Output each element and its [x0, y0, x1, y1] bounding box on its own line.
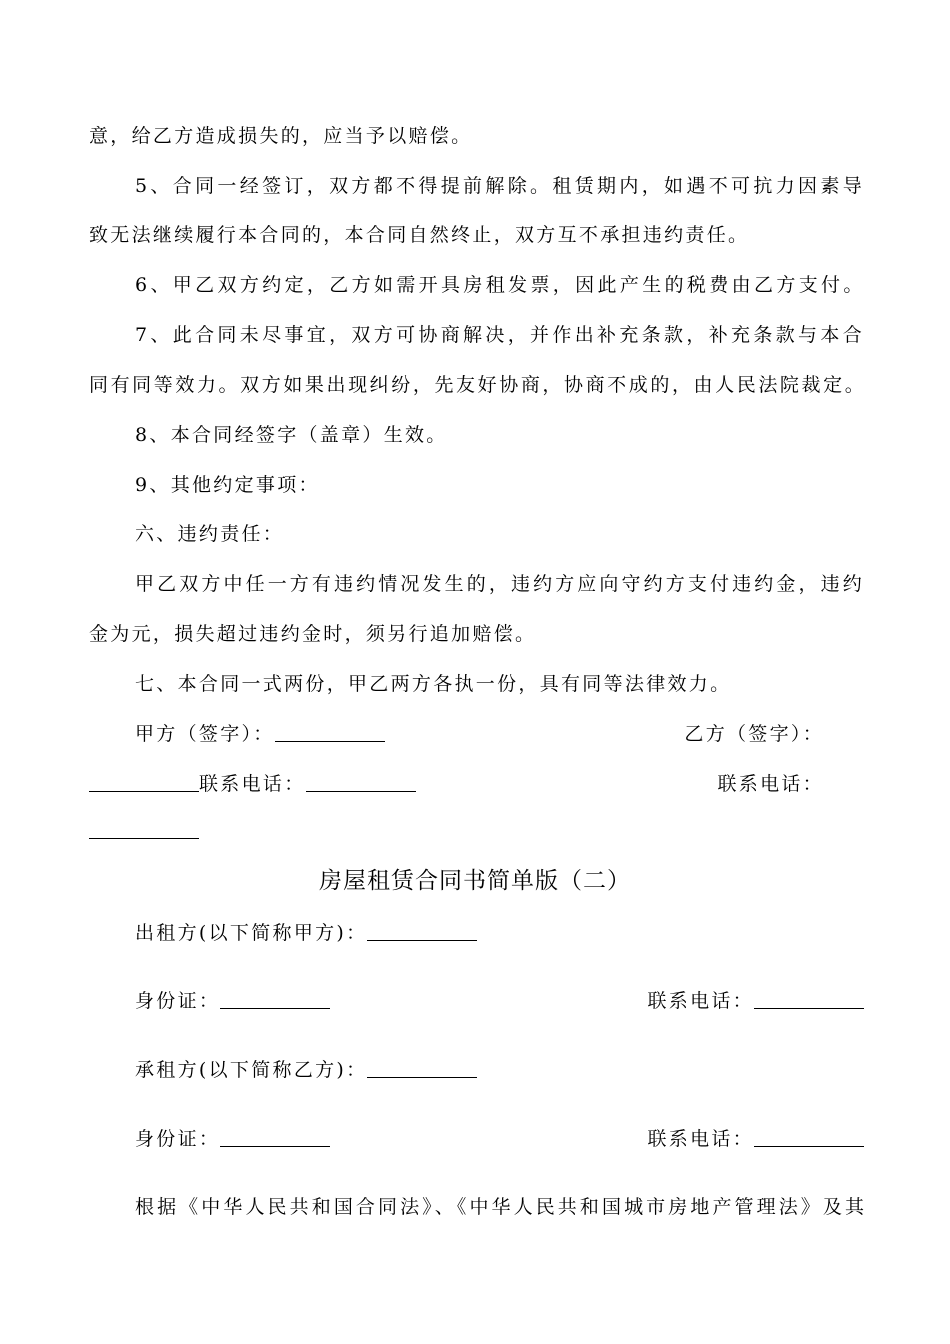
lessee-id-row — [89, 1126, 864, 1152]
section-6-line-1: 甲乙双方中任一方有违约情况发生的，违约方应向守约方支付违约金，违约 — [135, 573, 864, 595]
lessor-id-field — [135, 988, 330, 1014]
clause-5-line-1: 5、合同一经签订，双方都不得提前解除。租赁期内，如遇不可抗力因素导 — [135, 175, 864, 197]
id-label-1: 身份证： — [135, 990, 221, 1012]
lessee-blank[interactable] — [367, 1059, 477, 1078]
phone-label-b: 联系电话： — [717, 773, 824, 795]
party-b-signature-blank[interactable] — [89, 773, 199, 792]
phone-group-a — [89, 771, 416, 797]
lessee-id-blank[interactable] — [220, 1128, 330, 1147]
lessor-row — [89, 920, 864, 946]
lessor-phone-blank[interactable] — [754, 990, 864, 1009]
section-6-heading: 六、违约责任： — [135, 523, 285, 545]
party-a-signature — [135, 721, 385, 747]
lessor-blank[interactable] — [367, 922, 477, 941]
lessor-phone-field — [647, 988, 864, 1014]
section-7: 七、本合同一式两份，甲乙两方各执一份，具有同等法律效力。 — [135, 673, 732, 695]
lessor-id-blank[interactable] — [220, 990, 330, 1009]
contract-title: 房屋租赁合同书简单版（二） — [319, 868, 631, 894]
phone-label-a: 联系电话： — [199, 773, 306, 795]
section-6-line-2: 金为元，损失超过违约金时，须另行追加赔偿。 — [89, 623, 537, 645]
phone-b-row — [89, 820, 864, 846]
clause-8: 8、本合同经签字（盖章）生效。 — [135, 424, 448, 446]
lessor-label: 出租方(以下简称甲方)： — [135, 922, 368, 944]
phone-a-blank[interactable] — [306, 773, 416, 792]
lessee-phone-field — [647, 1126, 864, 1152]
lessee-phone-blank[interactable] — [754, 1128, 864, 1147]
legal-basis-paragraph: 根据《中华人民共和国合同法》、《中华人民共和国城市房地产管理法》及其 — [135, 1196, 864, 1218]
lessee-field — [135, 1057, 477, 1083]
signature-row — [89, 721, 864, 747]
lessor-field — [135, 920, 477, 946]
lessee-label: 承租方(以下简称乙方)： — [135, 1059, 368, 1081]
clause-6: 6、甲乙双方约定，乙方如需开具房租发票，因此产生的税费由乙方支付。 — [135, 274, 864, 296]
paragraph-line: 意，给乙方造成损失的，应当予以赔偿。 — [89, 125, 473, 147]
party-b-label: 乙方（签字）： — [684, 723, 824, 745]
lessee-row — [89, 1057, 864, 1083]
phone-row — [89, 771, 864, 797]
clause-7-line-2: 同有同等效力。双方如果出现纠纷，先友好协商，协商不成的，由人民法院裁定。 — [89, 374, 864, 396]
clause-9: 9、其他约定事项： — [135, 474, 320, 496]
phone-label-2: 联系电话： — [647, 1128, 754, 1150]
party-a-signature-blank[interactable] — [275, 723, 385, 742]
phone-label-1: 联系电话： — [647, 990, 754, 1012]
id-label-2: 身份证： — [135, 1128, 221, 1150]
phone-b-blank[interactable] — [89, 820, 199, 839]
lessee-id-field — [135, 1126, 330, 1152]
party-a-label: 甲方（签字）： — [135, 723, 275, 745]
lessor-id-row — [89, 988, 864, 1014]
clause-7-line-1: 7、此合同未尽事宜，双方可协商解决，并作出补充条款，补充条款与本合 — [135, 324, 864, 346]
clause-5-line-2: 致无法继续履行本合同的，本合同自然终止，双方互不承担违约责任。 — [89, 224, 750, 246]
